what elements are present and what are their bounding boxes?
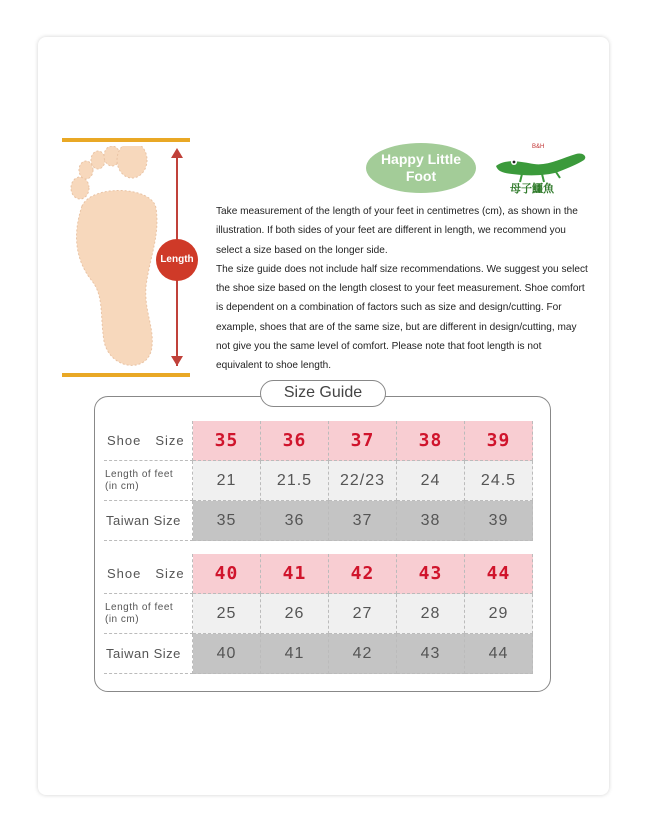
taiwan-cell: 40 xyxy=(193,634,261,674)
size-guide-title: Size Guide xyxy=(260,380,386,407)
brand-logo-line1: Happy Little xyxy=(380,151,462,167)
taiwan-size-label: Taiwan Size xyxy=(104,501,193,541)
heel-toe-bottom-bar xyxy=(62,373,190,377)
taiwan-cell: 39 xyxy=(465,501,533,541)
label-shoe: Shoe xyxy=(107,566,142,581)
taiwan-cell: 42 xyxy=(329,634,397,674)
length-cell: 28 xyxy=(397,594,465,634)
length-cell: 21 xyxy=(193,461,261,501)
label-size: Size xyxy=(155,566,185,581)
label-length-line1: Length of feet xyxy=(105,601,174,613)
length-cell: 29 xyxy=(465,594,533,634)
length-cell: 26 xyxy=(261,594,329,634)
size-cell: 39 xyxy=(465,421,533,461)
size-cell: 41 xyxy=(261,554,329,594)
brand-logo xyxy=(366,143,476,193)
shoe-size-row xyxy=(104,421,534,461)
length-cell: 25 xyxy=(193,594,261,634)
length-cell: 27 xyxy=(329,594,397,634)
partner-logo-tiny-text: B&H xyxy=(532,144,545,150)
label-shoe: Shoe xyxy=(107,433,142,448)
taiwan-cell: 37 xyxy=(329,501,397,541)
shoe-size-label xyxy=(104,554,193,594)
length-cell: 21.5 xyxy=(261,461,329,501)
label-length-line2: (in cm) xyxy=(105,480,140,492)
taiwan-size-row xyxy=(104,634,534,674)
size-cell: 40 xyxy=(193,554,261,594)
taiwan-cell: 38 xyxy=(397,501,465,541)
foot-length-label xyxy=(104,461,193,501)
size-cell: 42 xyxy=(329,554,397,594)
measurement-instructions xyxy=(216,202,590,376)
length-cell: 22/23 xyxy=(329,461,397,501)
size-cell: 37 xyxy=(329,421,397,461)
taiwan-size-row xyxy=(104,501,534,541)
label-length-line2: (in cm) xyxy=(105,613,140,625)
instructions-paragraph-1: Take measurement of the length of your feet in centimetres (cm), as shown in the illustration. If both sides of your feet are different in length, we recommend you select a size based on the longer side. xyxy=(216,206,578,256)
length-cell: 24.5 xyxy=(465,461,533,501)
length-marker: Length xyxy=(156,239,198,281)
size-cell: 44 xyxy=(465,554,533,594)
length-cell: 24 xyxy=(397,461,465,501)
taiwan-cell: 36 xyxy=(261,501,329,541)
taiwan-cell: 35 xyxy=(193,501,261,541)
size-cell: 35 xyxy=(193,421,261,461)
size-cell: 43 xyxy=(397,554,465,594)
brand-logo-line2: Foot xyxy=(405,168,437,184)
label-length-line1: Length of feet xyxy=(105,468,174,480)
partner-logo-text: 母子鱷魚 xyxy=(510,183,554,195)
taiwan-cell: 43 xyxy=(397,634,465,674)
arrow-up-icon xyxy=(171,148,183,158)
size-table-2 xyxy=(104,554,534,674)
instructions-paragraph-2: The size guide does not include half size recommendations. We suggest you select the shoe size based on the length closest to your feet measurement. Shoe comfort is dependent on a combination of factors such as size and design/cutting. For example, shoes that are of the same size, but are different in design/cutting, may not give you the same level of comfort. Please note that foot length is not equivalent to shoe length. xyxy=(216,263,588,372)
taiwan-cell: 44 xyxy=(465,634,533,674)
taiwan-cell: 41 xyxy=(261,634,329,674)
size-table-1 xyxy=(104,421,534,541)
taiwan-size-label: Taiwan Size xyxy=(104,634,193,674)
arrow-down-icon xyxy=(171,356,183,366)
foot-measure-illustration xyxy=(62,138,192,380)
shoe-size-label xyxy=(104,421,193,461)
size-cell: 36 xyxy=(261,421,329,461)
shoe-size-row xyxy=(104,554,534,594)
heel-toe-top-bar xyxy=(62,138,190,142)
foot-length-label xyxy=(104,594,193,634)
label-size: Size xyxy=(155,433,185,448)
size-cell: 38 xyxy=(397,421,465,461)
foot-length-row xyxy=(104,461,534,501)
foot-length-row xyxy=(104,594,534,634)
